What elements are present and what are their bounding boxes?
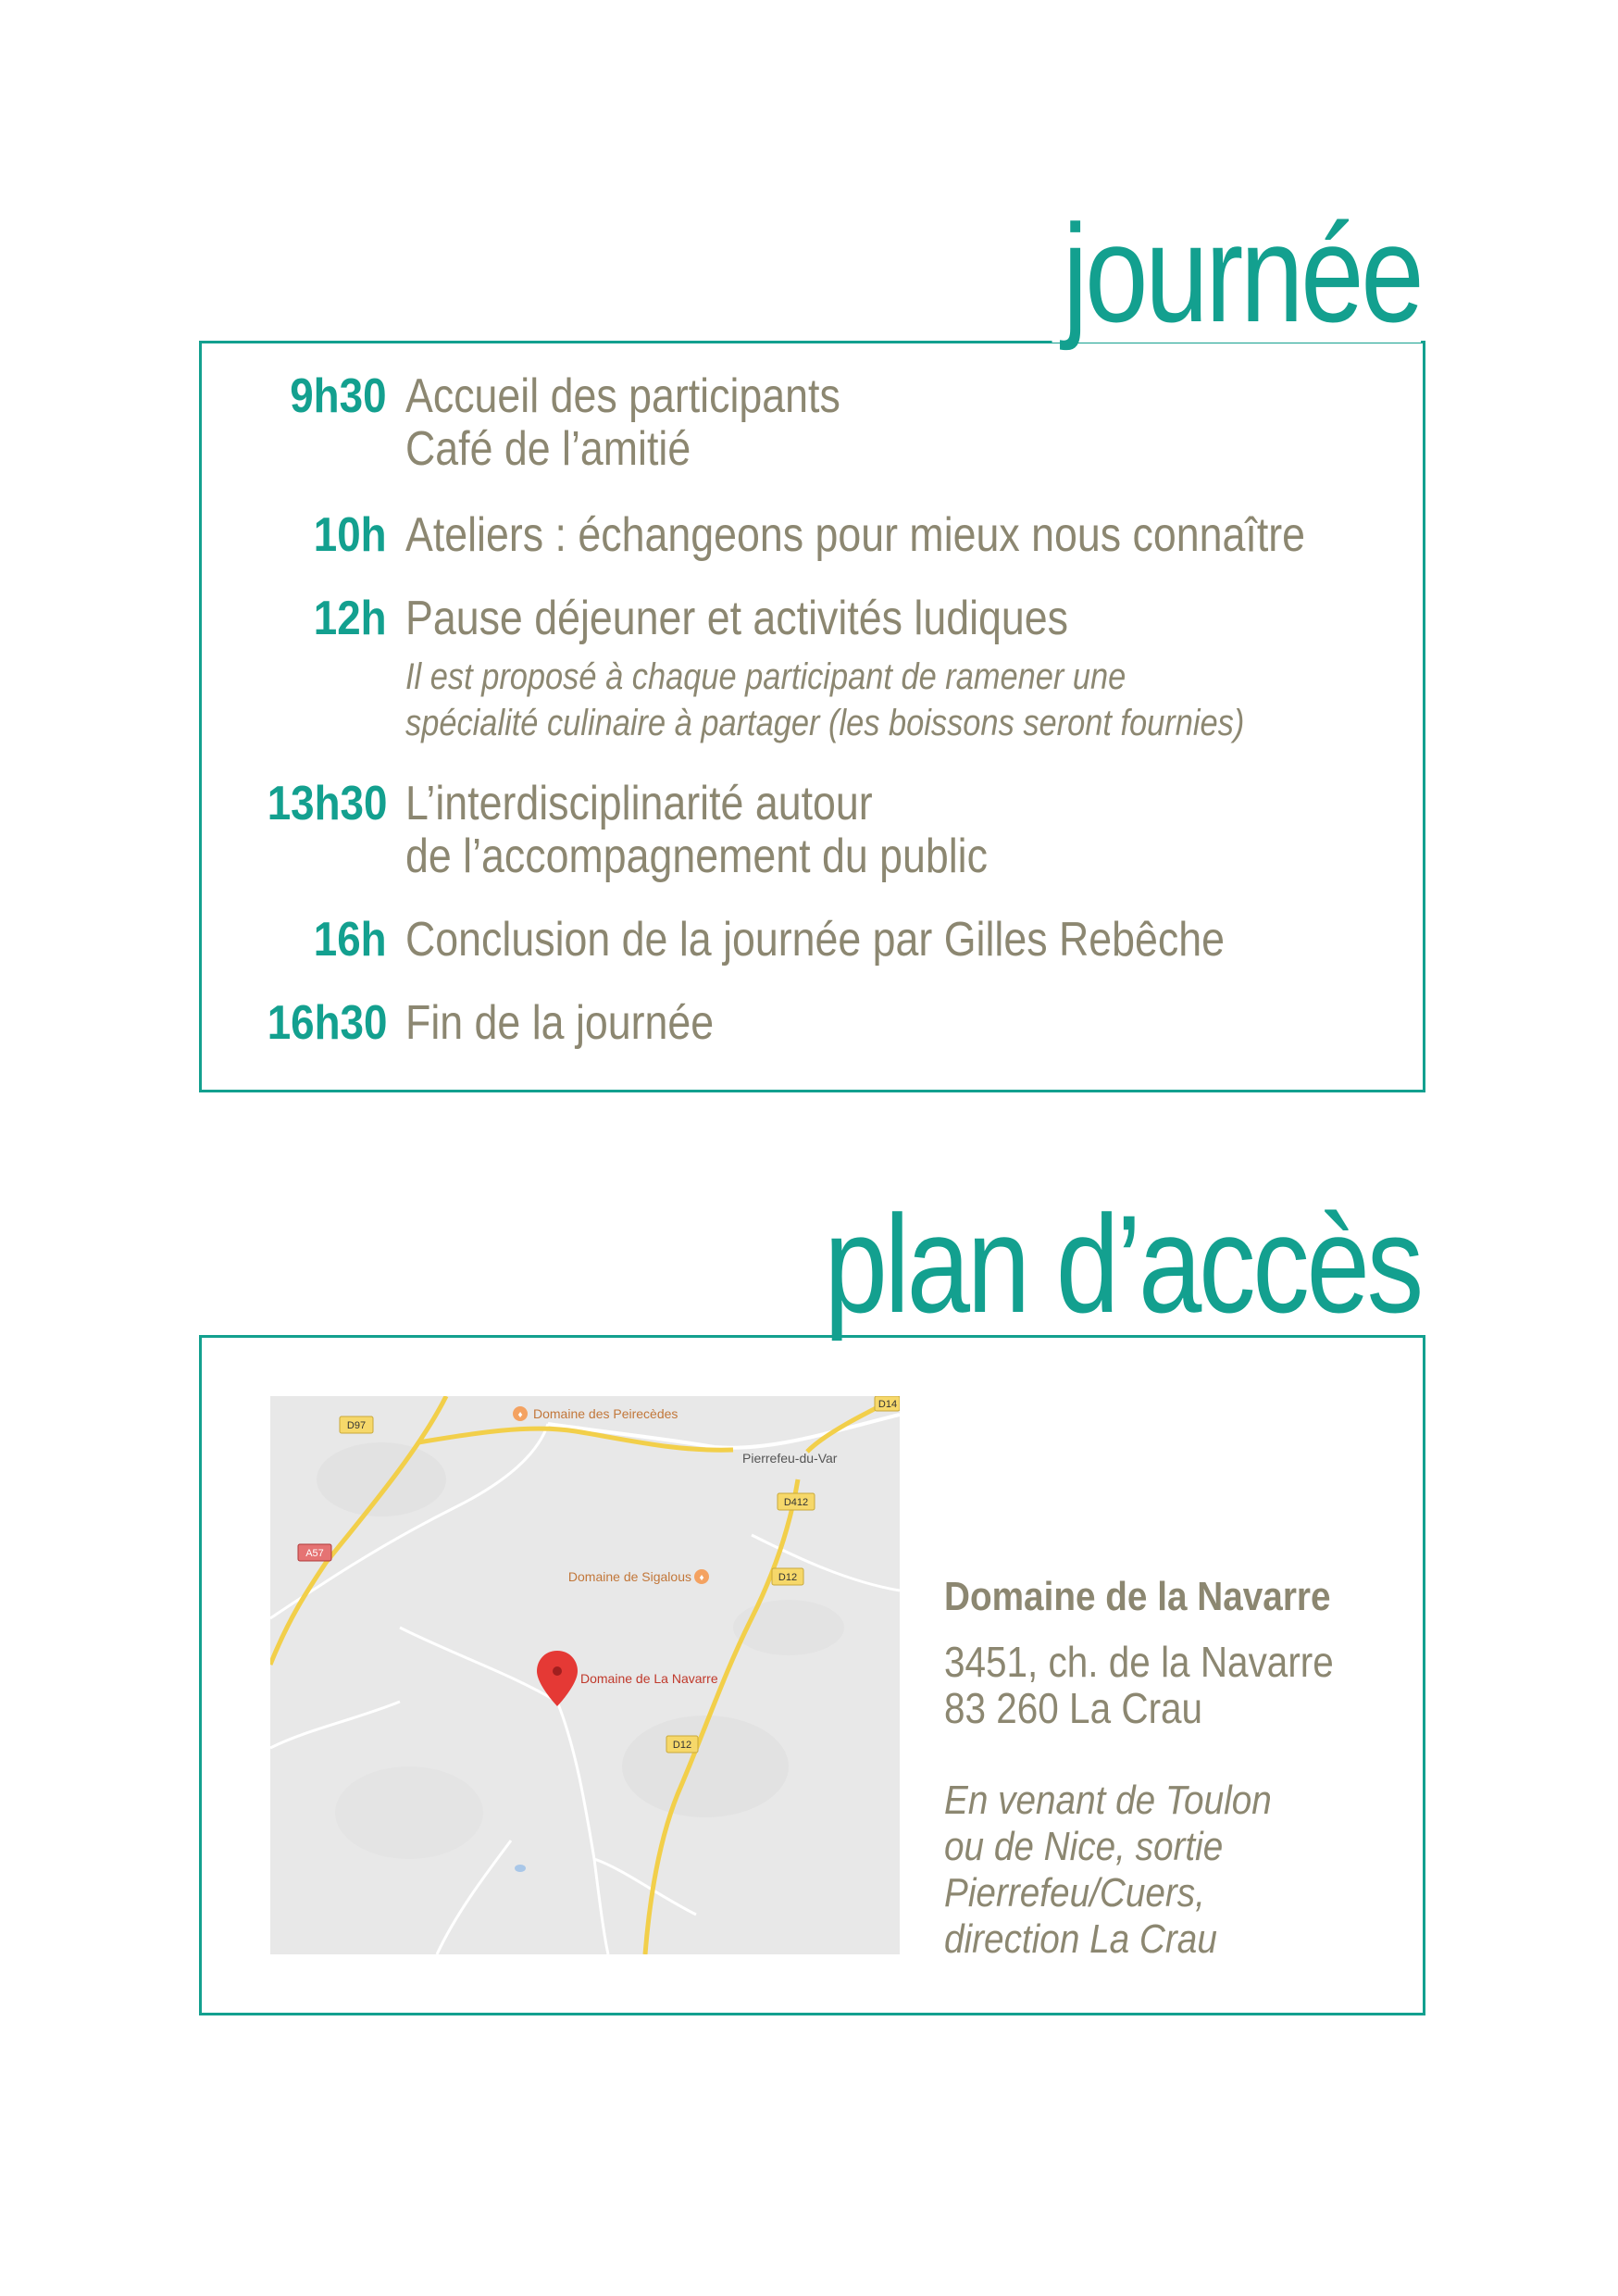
address-line: 3451, ch. de la Navarre <box>944 1638 1334 1686</box>
svg-text:Domaine des Peirecèdes: Domaine des Peirecèdes <box>533 1406 678 1421</box>
activity-line: Pause déjeuner et activités ludiques <box>405 592 1068 645</box>
time-label: 12h <box>314 592 387 645</box>
road-shield <box>772 1568 803 1585</box>
activity-line: Café de l’amitié <box>405 422 691 476</box>
venue-name: Domaine de la Navarre <box>944 1574 1331 1619</box>
activity-line: Conclusion de la journée par Gilles Rebêche <box>405 913 1225 967</box>
directions-line: ou de Nice, sortie <box>944 1824 1224 1869</box>
activity-line: Ateliers : échangeons pour mieux nous connaître <box>405 508 1306 562</box>
svg-text:D97: D97 <box>346 1420 367 1431</box>
location-map[interactable] <box>270 1396 900 1954</box>
directions-line: Pierrefeu/Cuers, <box>944 1870 1205 1915</box>
svg-text:Domaine de Sigalous: Domaine de Sigalous <box>567 1569 691 1584</box>
svg-text:Domaine de La Navarre: Domaine de La Navarre <box>580 1671 718 1686</box>
activity-line: Fin de la journée <box>405 996 715 1050</box>
time-label: 13h30 <box>267 777 387 830</box>
activity-note: Il est proposé à chaque participant de ramener une <box>405 656 1126 697</box>
schedule-heading: journée <box>1052 204 1421 343</box>
road-shield <box>298 1544 331 1561</box>
poi-marker[interactable] <box>513 1406 678 1421</box>
activity-line: Accueil des participants <box>405 369 840 423</box>
activity-line: L’interdisciplinarité autour <box>405 777 873 830</box>
svg-text:♦: ♦ <box>699 1573 704 1583</box>
map-canvas <box>270 1396 900 1954</box>
time-label: 16h30 <box>267 996 387 1050</box>
time-label: 9h30 <box>290 369 387 423</box>
town-label: Pierrefeu-du-Var <box>742 1451 838 1466</box>
directions-line: En venant de Toulon <box>944 1778 1272 1823</box>
svg-text:D412: D412 <box>783 1497 809 1508</box>
road-shield <box>666 1736 698 1753</box>
svg-text:D12: D12 <box>672 1740 692 1751</box>
time-label: 16h <box>314 913 387 967</box>
svg-text:A57: A57 <box>305 1548 324 1559</box>
svg-text:♦: ♦ <box>517 1410 523 1420</box>
activity-line: de l’accompagnement du public <box>405 830 988 883</box>
road-shield <box>340 1416 373 1433</box>
road-shield <box>778 1493 815 1510</box>
time-label: 10h <box>314 508 387 562</box>
directions-line: direction La Crau <box>944 1916 1217 1962</box>
activity-note: spécialité culinaire à partager (les boissons seront fournies) <box>405 703 1245 743</box>
svg-text:D12: D12 <box>778 1572 798 1583</box>
svg-text:D14: D14 <box>877 1399 898 1410</box>
poi-marker[interactable] <box>568 1569 709 1584</box>
address-line: 83 260 La Crau <box>944 1684 1203 1732</box>
road-shield <box>875 1396 900 1411</box>
access-heading: plan d’accès <box>814 1194 1421 1333</box>
